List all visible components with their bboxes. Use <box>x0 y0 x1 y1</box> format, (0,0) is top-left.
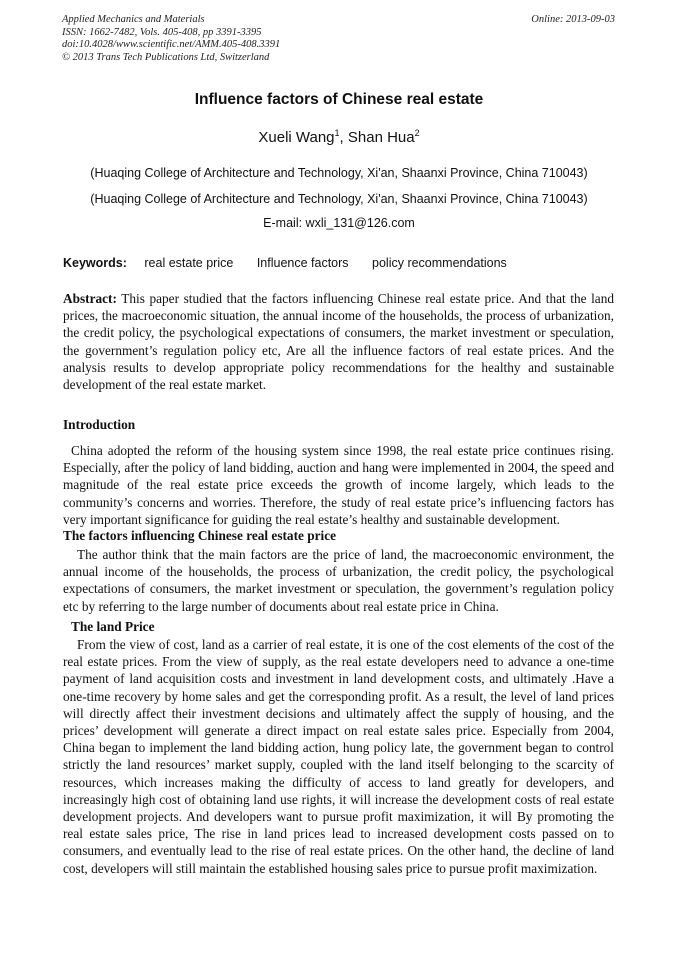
section-heading-factors: The factors influencing Chinese real estate price <box>63 528 337 543</box>
abstract-text: This paper studied that the factors influencing Chinese real estate price. And that the land prices, the macroeconomic situation, the annual income of the households, the process of urbanization, the credit policy, the psychological expectations of consumers, the market investment or speculation, the government’s regulation policy etc, Are all the influence factors of real estate prices. And the analysis results to develop appropriate policy recommendations for the healthy and sustainable development of the real estate market. <box>63 291 614 393</box>
author-name: Shan Hua <box>347 129 415 146</box>
keyword: policy recommendations <box>372 256 507 270</box>
land-price-paragraph: From the view of cost, land as a carrier of real estate, it is one of the cost elements of the cost of the real estate prices. From the view of supply, as the real estate developers need to advance a one-time payment of land acquisition costs and investment in land development costs, and ultimately .Have a one-time recovery by home sales and get the corresponding profit. As a result, the level of land prices will directly affect their investment decisions and ultimately affect the supply of housing, and the prices’ development will generate a direct impact on real estate sales price. Especially from 2004, China began to implement the land bidding action, hung policy late, the government began to control strictly the land resources’ market supply, coupled with the land itself belonging to the scarcity of resources, which increases making the difficulty of access to land greatly for developers, and increasingly high cost of obtaining land use rights, it will increase the development costs of real estate development projects. And developers want to pursue profit maximization, it will By promoting the real estate sales price, The rise in land prices lead to increased development costs passed on to consumers, and eventually lead to the rise of real estate prices. On the other hand, the decline of land cost, developers will still maintain the established housing sales price to pursue profit maximization. <box>63 637 614 876</box>
journal-issn: ISSN: 1662-7482, Vols. 405-408, pp 3391-3395 <box>62 26 262 38</box>
affiliation: (Huaqing College of Architecture and Technology, Xi'an, Shaanxi Province, China 710043) <box>90 192 588 206</box>
online-date: Online: 2013-09-03 <box>531 14 615 25</box>
author-affiliation-mark: 1 <box>334 128 340 138</box>
abstract <box>63 290 614 393</box>
keywords-line <box>63 256 527 270</box>
journal-doi: doi:10.4028/www.scientific.net/AMM.405-408.3391 <box>62 39 281 50</box>
keyword: Influence factors <box>256 256 349 270</box>
author-email: E-mail: wxli_131@126.com <box>263 216 415 230</box>
journal-header <box>62 14 615 64</box>
section-heading-introduction: Introduction <box>63 417 136 432</box>
paper-title: Influence factors of Chinese real estate <box>194 91 484 108</box>
journal-name: Applied Mechanics and Materials <box>62 14 205 25</box>
factors-paragraph: The author think that the main factors are the price of land, the macroeconomic environment, the annual income of the households, the process of urbanization, the credit policy, the psychological expectations of consumers, the market investment or speculation, the government’s regulation policy etc by referring to the large number of documents about real estate price in China. <box>63 547 614 614</box>
abstract-label: Abstract: <box>63 291 117 306</box>
section-heading-land-price: The land Price <box>71 619 155 634</box>
affiliation: (Huaqing College of Architecture and Technology, Xi'an, Shaanxi Province, China 710043) <box>90 166 588 180</box>
keywords-label: Keywords: <box>63 256 127 270</box>
journal-copyright: © 2013 Trans Tech Publications Ltd, Switzerland <box>62 51 270 63</box>
author-separator: , <box>339 129 348 146</box>
author-name: Xueli Wang <box>258 129 335 146</box>
author-affiliation-mark: 2 <box>414 128 420 138</box>
introduction-paragraph: China adopted the reform of the housing system since 1998, the real estate price continues rising. Especially, after the policy of land bidding, auction and hang were implemented in 2004, the speed and magnitude of the real estate price exceeds the growth of income largely, which leads to the community’s concerns and worries. Therefore, the study of real estate price’s influencing factors has very important significance for guiding the real estate’s healthy and sustainable development. <box>63 443 614 527</box>
author-list <box>0 129 678 146</box>
keyword: real estate price <box>144 256 234 270</box>
